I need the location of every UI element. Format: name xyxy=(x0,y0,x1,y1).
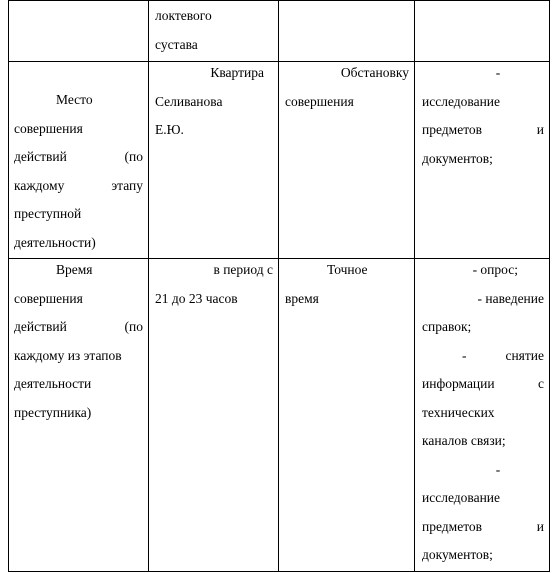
row2-col2-line2: 21 до 23 часов xyxy=(155,290,238,306)
row2-col4-line10 xyxy=(422,513,544,542)
row2-col4-line10-b: и xyxy=(536,518,544,534)
row1-col4-line2: исследование xyxy=(422,93,501,109)
row1-col2-line3: Е.Ю. xyxy=(155,122,184,137)
row0-col2-line1: локтевого xyxy=(155,8,212,23)
row1-col4-line4: документов; xyxy=(422,150,493,166)
row1-col1-line4-b: этапу xyxy=(111,177,143,193)
row2-col4-line5 xyxy=(422,370,544,399)
row2-col1-line4: каждому из этапов xyxy=(14,347,122,363)
row1-col4-line3 xyxy=(422,116,544,145)
row1-col3-cell xyxy=(285,59,409,116)
table-border-bottom xyxy=(8,571,550,572)
column-divider-3 xyxy=(414,0,415,572)
row2-col4-line1: - опрос; xyxy=(472,262,518,277)
row2-col4-line10-a: предметов xyxy=(422,518,483,534)
row2-col1-line3-a: действий xyxy=(14,319,67,334)
row1-col2-line2: Селиванова xyxy=(155,93,223,109)
row2-col4-line4 xyxy=(422,342,544,371)
row2-col4-line6: технических xyxy=(422,404,495,420)
row1-col1-line3-b: (по xyxy=(124,149,143,164)
row2-col3-line1: Точное xyxy=(327,262,368,277)
column-divider-2 xyxy=(278,0,279,572)
row1-col1-line2: совершения xyxy=(14,120,83,136)
row0-col2-cell xyxy=(155,2,273,59)
column-divider-1 xyxy=(148,0,149,572)
row2-col4-line2: - наведение xyxy=(477,290,544,306)
row1-col1-line3-a: действий xyxy=(14,149,67,164)
row2-col1-cell xyxy=(14,256,143,427)
row2-col4-cell xyxy=(422,256,544,570)
row2-col4-line8: - xyxy=(495,461,501,477)
row1-col2-line1: Квартира xyxy=(210,65,264,80)
row1-col4-line3-a: предметов xyxy=(422,122,483,137)
row1-col1-cell xyxy=(14,86,143,257)
row2-col1-line2: совершения xyxy=(14,290,83,306)
row2-col1-line5: деятельности xyxy=(14,376,92,391)
row2-col3-cell xyxy=(285,256,409,313)
table-border-left xyxy=(8,0,9,572)
row1-col3-line1: Обстановку xyxy=(340,65,409,80)
row1-col1-line1: Место xyxy=(56,92,93,107)
row2-col4-line9: исследование xyxy=(422,490,501,505)
row2-col1-line1: Время xyxy=(56,262,93,277)
row2-col4-line5-b: с xyxy=(538,376,544,391)
row2-col1-line3-b: (по xyxy=(124,319,143,334)
row0-col2-line2: сустава xyxy=(155,36,198,52)
row2-col1-line6: преступника) xyxy=(14,404,92,420)
row2-col4-line4-b: снятие xyxy=(505,347,544,363)
row2-col4-line11: документов; xyxy=(422,547,493,562)
row1-col1-line4 xyxy=(14,172,143,201)
row2-col4-line5-a: информации xyxy=(422,376,495,391)
row1-col4-cell xyxy=(422,59,544,173)
row1-col3-line2: совершения xyxy=(285,93,354,109)
row1-col1-line5: преступной xyxy=(14,206,82,221)
row2-col2-cell xyxy=(155,256,273,313)
row1-col2-cell xyxy=(155,59,273,145)
row2-col4-line3: справок; xyxy=(422,319,472,334)
row2-col4-line4-a: - xyxy=(462,347,467,363)
row2-col2-line1: в период с xyxy=(213,262,273,277)
row1-col4-line3-b: и xyxy=(536,122,544,137)
table-border-top xyxy=(8,0,550,1)
row1-col4-line1: - xyxy=(495,65,501,80)
row1-col1-line4-a: каждому xyxy=(14,177,65,193)
row2-col3-line2: время xyxy=(285,290,319,306)
row1-col1-line6: деятельности) xyxy=(14,234,96,250)
row1-col1-line3 xyxy=(14,143,143,172)
row2-col4-line7: каналов связи; xyxy=(422,433,506,448)
row2-col1-line3 xyxy=(14,313,143,342)
table-border-right xyxy=(549,0,550,572)
